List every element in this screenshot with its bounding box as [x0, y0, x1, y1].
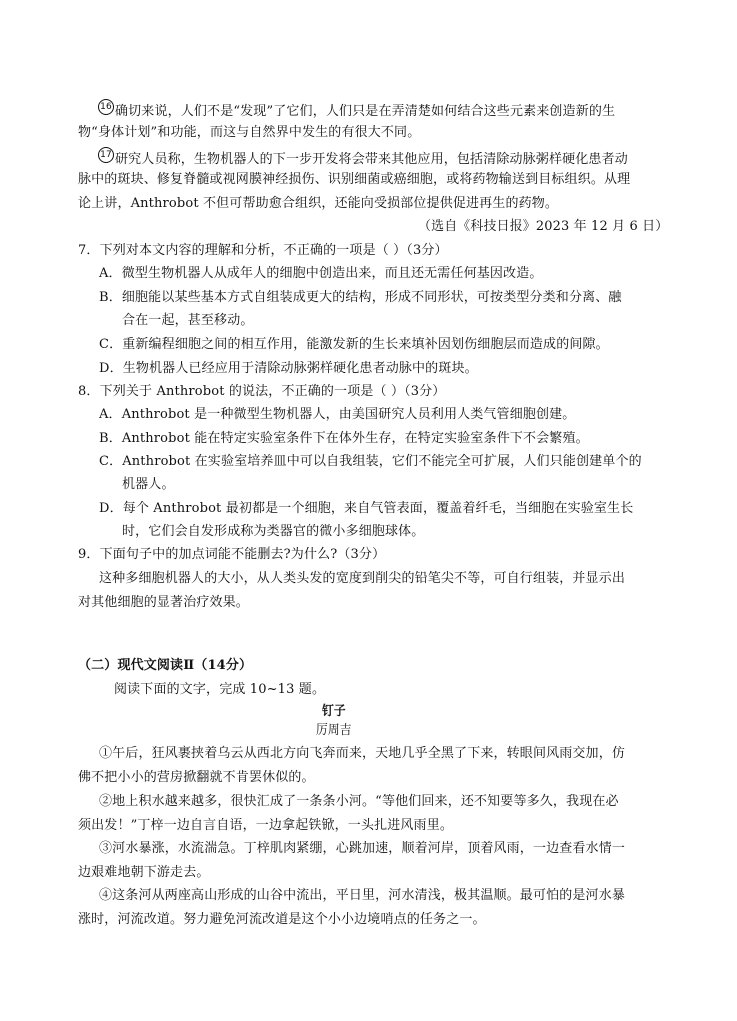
story-paragraph-4-line-2: 涨时，河流改道。努力避免河流改道是这个小小边境哨点的任务之一。 — [78, 912, 486, 927]
question-9-stem: 9．下面句子中的加点词能不能删去?为什么?（3分） — [78, 547, 386, 562]
story-paragraph-3-line-1: ③河水暴涨，水流湍急。丁梓肌肉紧绷，心跳加速，顺着河岸，顶着风雨，一边查看水情一 — [99, 841, 626, 856]
story-paragraph-4-line-1: ④这条河从两座高山形成的山谷中流出，平日里，河水清浅，极其温顺。最可怕的是河水暴 — [99, 888, 626, 903]
question-8-option-b: B．Anthrobot 能在特定实验室条件下在体外生存，在特定实验室条件下不会繁殖。 — [99, 431, 589, 446]
paragraph-number-17: 17 — [98, 147, 114, 163]
question-7-option-b-cont: 合在一起，甚至移动。 — [122, 313, 254, 328]
paragraph-17-line-1: 17 研究人员称，生物机器人的下一步开发将会带来其他应用，包括清除动脉粥样硬化患者动 — [98, 147, 628, 169]
story-paragraph-2-line-2: 须出发！”丁梓一边自言自语，一边拿起铁锨，一头扎进风雨里。 — [78, 818, 453, 833]
question-8-option-d: D．每个 Anthrobot 最初都是一个细胞，来自气管表面，覆盖着纤毛，当细胞在实验室生长 — [99, 501, 634, 516]
question-7-option-a: A．微型生物机器人从成年人的细胞中创造出来，而且还无需任何基因改造。 — [99, 266, 543, 281]
section-heading: （二）现代文阅读Ⅱ（14分） — [78, 658, 253, 673]
story-author: 厉周吉 — [315, 723, 352, 738]
paragraph-16-line-2: 物“身体计划”和功能，而这与自然界中发生的有很大不同。 — [78, 125, 421, 140]
question-8-option-c-cont: 机器人。 — [122, 477, 175, 492]
reading-instruction: 阅读下面的文字，完成 10~13 题。 — [114, 682, 326, 697]
question-9-sentence-line-1: 这种多细胞机器人的大小，从人类头发的宽度到削尖的铅笔尖不等，可自行组装，并显示出 — [99, 571, 626, 586]
paragraph-number-16: 16 — [98, 99, 114, 115]
question-7-option-d: D．生物机器人已经应用于清除动脉粥样硬化患者动脉中的斑块。 — [99, 361, 478, 376]
story-paragraph-2-line-1: ②地上积水越来越多，很快汇成了一条条小河。“等他们回来，还不知要等多久，我现在必 — [99, 794, 619, 809]
paragraph-17-line-3: 论上讲，Anthrobot 不但可帮助愈合组织，还能向受损部位提供促进再生的药物。 — [78, 196, 559, 211]
question-8-stem: 8．下列关于 Anthrobot 的说法，不正确的一项是（ ）（3分） — [78, 384, 446, 399]
source-citation: （选自《科技日报》2023 年 12 月 6 日） — [418, 219, 669, 234]
question-7-option-b: B．细胞能以某些基本方式自组装成更大的结构，形成不同形状，可按类型分类和分离、融 — [99, 290, 622, 305]
paragraph-17-line-2: 脉中的斑块、修复脊髓或视网膜神经损伤、识别细菌或癌细胞，或将药物输送到目标组织。从理 — [78, 172, 631, 187]
paragraph-16-line-1: 16 确切来说，人们不是“发现”了它们，人们只是在弄清楚如何结合这些元素来创造新的生 — [98, 99, 615, 121]
story-paragraph-1-line-2: 佛不把小小的营房掀翻就不肯罢休似的。 — [78, 770, 315, 785]
story-paragraph-3-line-2: 边艰难地朝下游走去。 — [78, 865, 210, 880]
question-8-option-d-cont: 时，它们会自发形成称为类器官的微小多细胞球体。 — [122, 524, 425, 539]
question-7-stem: 7．下列对本文内容的理解和分析，不正确的一项是（ ）（3分） — [78, 243, 448, 258]
question-8-option-a: A．Anthrobot 是一种微型生物机器人，由美国研究人员利用人类气管细胞创建。 — [99, 407, 576, 422]
story-title: 钉子 — [321, 704, 346, 719]
question-8-option-c: C．Anthrobot 在实验室培养皿中可以自我组装，它们不能完全可扩展，人们只能创建单个的 — [99, 454, 642, 469]
story-paragraph-1-line-1: ①午后，狂风裹挟着乌云从西北方向飞奔而来，天地几乎全黑了下来，转眼间风雨交加，仿 — [99, 746, 626, 761]
question-9-sentence-line-2: 对其他细胞的显著治疗效果。 — [78, 595, 249, 610]
question-7-option-c: C．重新编程细胞之间的相互作用，能激发新的生长来填补因划伤细胞层而造成的间隙。 — [99, 337, 609, 352]
